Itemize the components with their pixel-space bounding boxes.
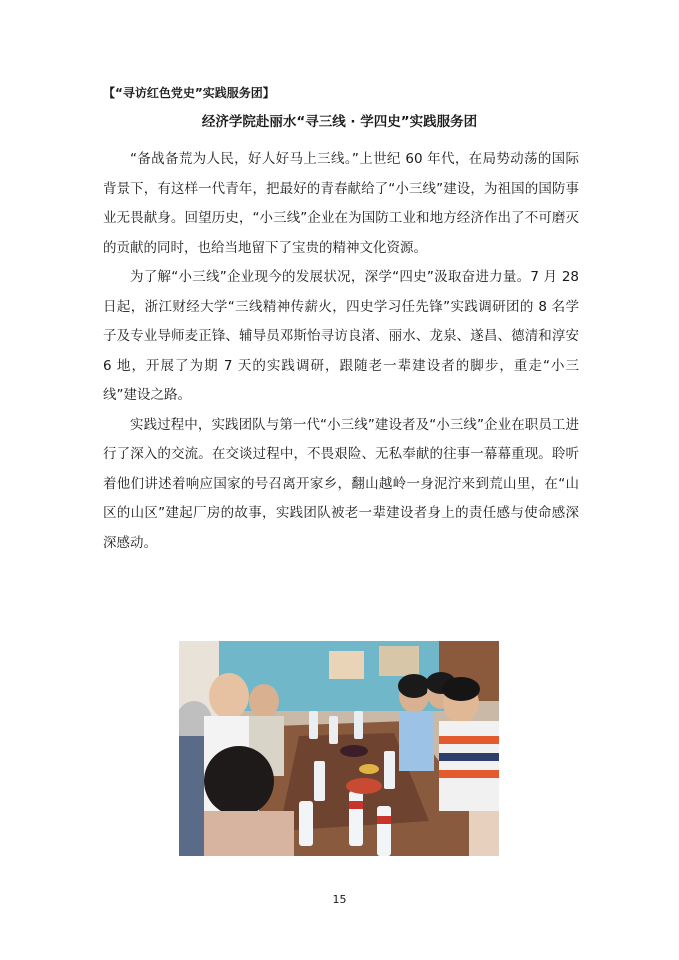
article-body xyxy=(103,145,579,558)
article-subtitle: 经济学院赴丽水“寻三线 · 学四史”实践服务团 xyxy=(201,114,478,130)
paragraph-1: “备战备荒为人民，好人好马上三线。”上世纪 60 年代，在局势动荡的国际背景下，有这样一代青年，把最好的青春献给了“小三线”建设，为祖国的国防事业无畏献身。回望历史，“小三线”企业在为国防工业和地方经济作出了不可磨灭的贡献的同时，也给当地留下了宝贵的精神文化资源。 xyxy=(103,151,579,256)
section-tag: 【“寻访红色党史”实践服务团】 xyxy=(103,86,275,100)
paragraph-3: 实践过程中，实践团队与第一代“小三线”建设者及“小三线”企业在职员工进行了深入的交流。在交谈过程中，不畏艰险、无私奉献的往事一幕幕重现。聆听着他们讲述着响应国家的号召离开家乡，翻山越岭一身泥泞来到荒山里，在“山区的山区”建起厂房的故事，实践团队被老一辈建设者身上的责任感与使命感深深感动。 xyxy=(103,416,579,551)
paragraph-2: 为了解“小三线”企业现今的发展状况，深学“四史”汲取奋进力量。7 月 28 日起，浙江财经大学“三线精神传薪火，四史学习任先锋”实践调研团的 8 名学子及专业导师麦正锋、辅导员邓斯怡寻访良渚、丽水、龙泉、遂昌、德清和淳安 6 地，开展了为期 7 天的实践调研，跟随老一辈建设者的脚步，重走“小三线”建设之路。 xyxy=(103,269,579,403)
group-meeting-photo xyxy=(179,641,499,856)
page-number: 15 xyxy=(332,893,347,906)
